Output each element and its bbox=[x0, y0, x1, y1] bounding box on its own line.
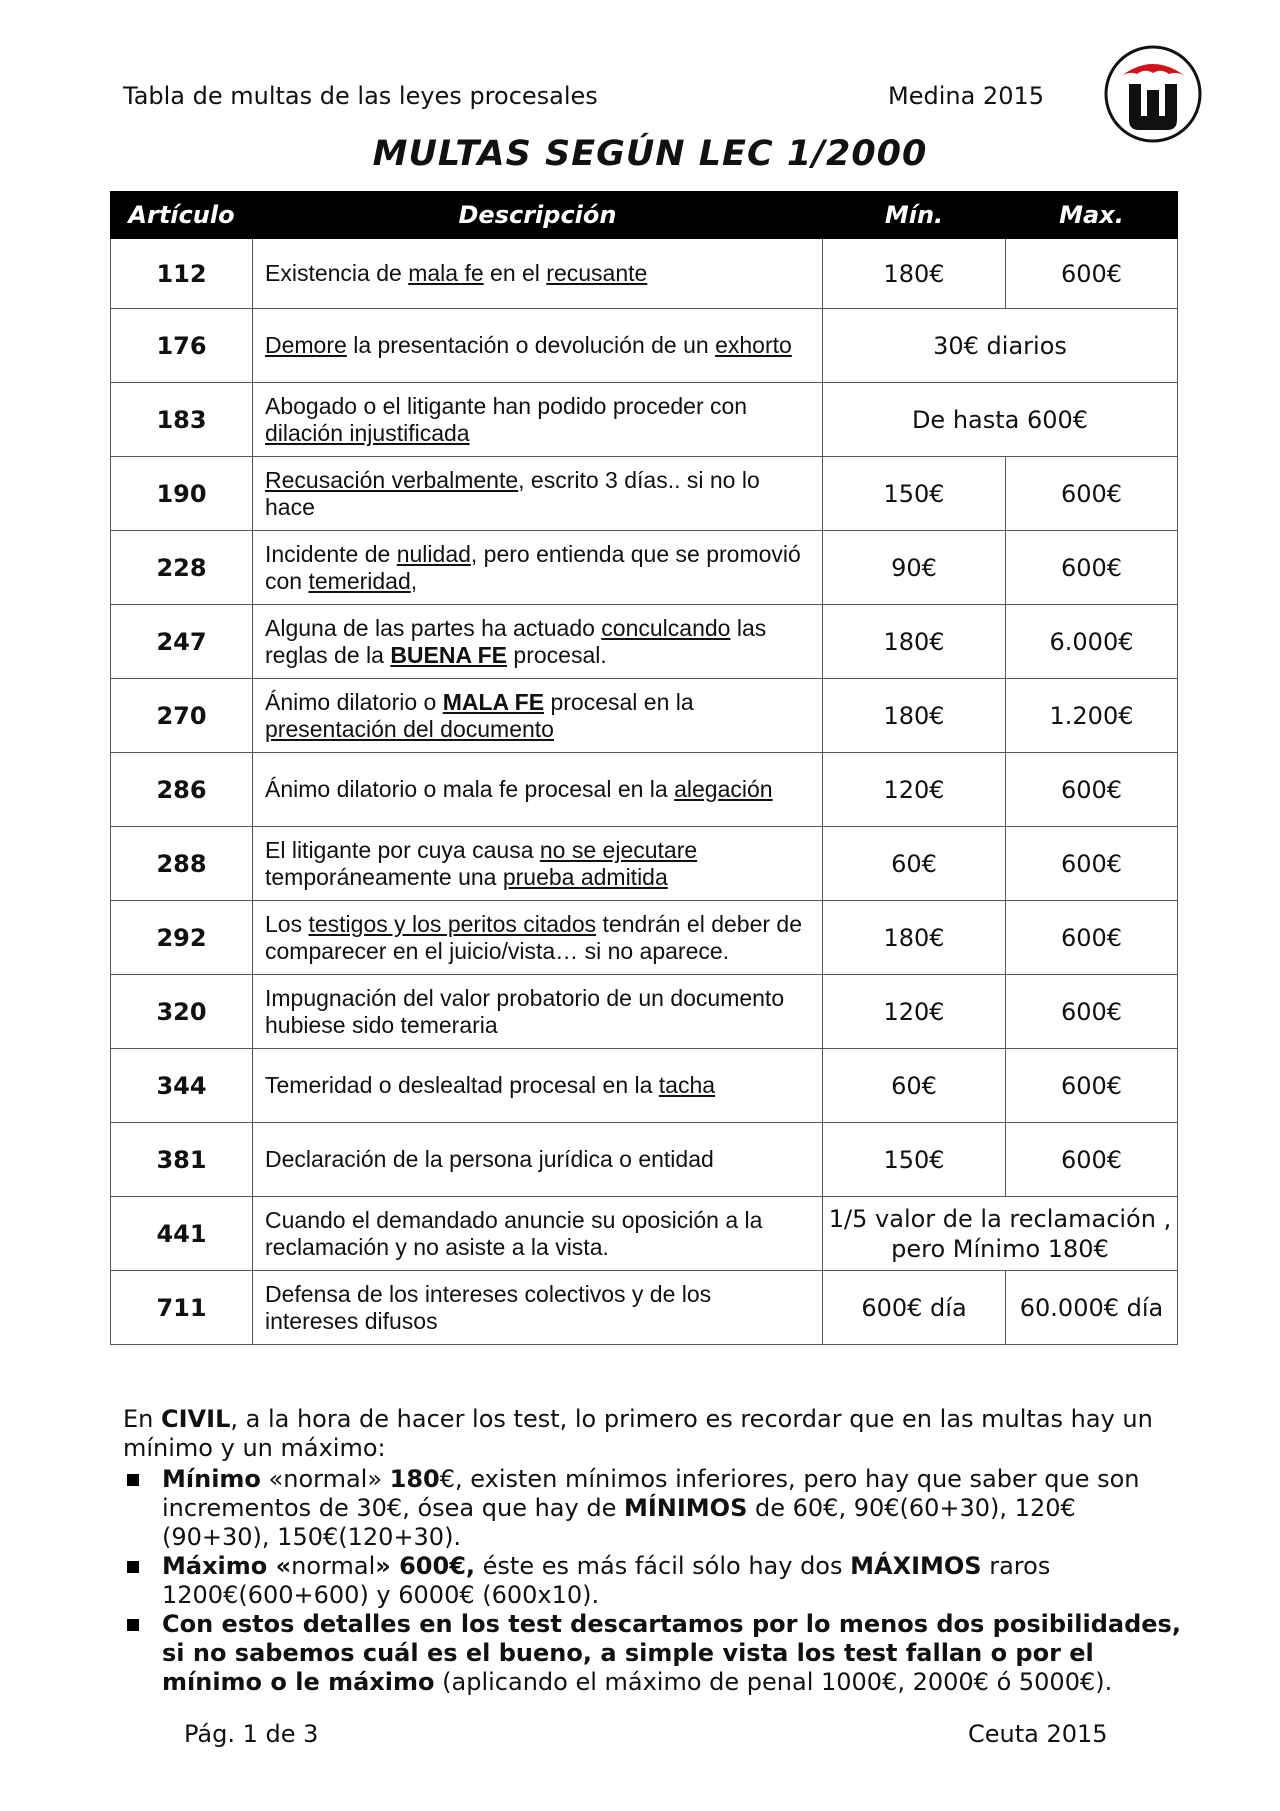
text-run: Temeridad o deslealtad procesal en la bbox=[265, 1072, 659, 1098]
cell-max: 1.200€ bbox=[1006, 679, 1178, 753]
cell-max: 600€ bbox=[1006, 531, 1178, 605]
cell-descripcion bbox=[253, 827, 823, 901]
notes bbox=[123, 1405, 1183, 1697]
cell-max: 60.000€ día bbox=[1006, 1271, 1178, 1345]
text-run: normal bbox=[291, 1552, 376, 1580]
text-run: Abogado o el litigante han podido proceder con bbox=[265, 392, 748, 419]
list-item bbox=[123, 1610, 1183, 1697]
cell-articulo: 292 bbox=[111, 901, 253, 975]
cell-articulo: 270 bbox=[111, 679, 253, 753]
cell-descripcion bbox=[253, 1049, 823, 1123]
text-run: CIVIL bbox=[161, 1405, 231, 1433]
notes-list bbox=[123, 1465, 1183, 1697]
cell-min: 120€ bbox=[823, 975, 1006, 1049]
bullet-square-icon bbox=[127, 1474, 139, 1486]
text-run: procesal en la bbox=[544, 688, 694, 715]
header-max: Max. bbox=[1006, 192, 1178, 239]
table-row bbox=[111, 1271, 1178, 1345]
text-run: Alguna de las partes ha actuado bbox=[265, 614, 602, 641]
cell-descripcion bbox=[253, 239, 823, 309]
text-run: presentación del documento bbox=[265, 715, 554, 742]
list-item bbox=[123, 1465, 1183, 1552]
text-run: MÍNIMOS bbox=[623, 1494, 748, 1522]
cell-max: 600€ bbox=[1006, 753, 1178, 827]
text-run: en el bbox=[483, 260, 547, 286]
cell-min: 120€ bbox=[823, 753, 1006, 827]
text-run: éste es más fácil sólo hay dos bbox=[475, 1552, 851, 1580]
cell-min: 180€ bbox=[823, 239, 1006, 309]
cell-min: 60€ bbox=[823, 827, 1006, 901]
text-run: testigos y los peritos citados bbox=[308, 910, 597, 937]
cell-articulo: 228 bbox=[111, 531, 253, 605]
text-run: Declaración de la persona jurídica o entidad bbox=[265, 1146, 714, 1172]
cell-min: 150€ bbox=[823, 457, 1006, 531]
list-item bbox=[123, 1552, 1183, 1610]
header-min: Mín. bbox=[823, 192, 1006, 239]
cell-min: 90€ bbox=[823, 531, 1006, 605]
text-run: Impugnación del valor probatorio de un documento hubiese sido temeraria bbox=[265, 984, 785, 1038]
logo bbox=[1103, 44, 1203, 144]
text-run: , escrito 3 días.. si no lo hace bbox=[265, 466, 760, 520]
text-run: tendrán el deber de comparecer en el juicio/vista… si no aparece. bbox=[265, 910, 803, 964]
table-row bbox=[111, 827, 1178, 901]
cell-articulo: 247 bbox=[111, 605, 253, 679]
text-run: Los bbox=[265, 910, 309, 937]
text-run: MALA FE bbox=[442, 688, 545, 715]
text-run: «normal» bbox=[260, 1465, 390, 1493]
footer-place: Ceuta 2015 bbox=[968, 1720, 1108, 1748]
text-run: Máximo « bbox=[162, 1552, 292, 1580]
text-run: BUENA FE bbox=[390, 641, 508, 668]
footer-page: Pág. 1 de 3 bbox=[184, 1720, 319, 1748]
text-run: €, existen mínimos inferiores, pero hay que saber que son incrementos de 30€, ósea que hay de bbox=[162, 1465, 1140, 1522]
header-title: Tabla de multas de las leyes procesales bbox=[123, 82, 598, 110]
text-run: Cuando el demandado anuncie su oposición a la reclamación y no asiste a la vista. bbox=[265, 1206, 763, 1260]
logo-letter-mark bbox=[1129, 84, 1177, 130]
text-run: MÁXIMOS bbox=[850, 1552, 982, 1580]
text-run: Mínimo bbox=[162, 1465, 261, 1493]
cell-articulo: 112 bbox=[111, 239, 253, 309]
cell-descripcion bbox=[253, 753, 823, 827]
cell-max: 600€ bbox=[1006, 1123, 1178, 1197]
text-run: , pero entienda que se promovió con bbox=[265, 540, 801, 594]
cell-articulo: 344 bbox=[111, 1049, 253, 1123]
table-row bbox=[111, 531, 1178, 605]
bullet-square-icon bbox=[127, 1619, 139, 1631]
text-run: , bbox=[410, 567, 418, 594]
text-run: mala fe bbox=[408, 260, 484, 286]
cell-max: 600€ bbox=[1006, 239, 1178, 309]
cell-descripcion bbox=[253, 383, 823, 457]
cell-descripcion bbox=[253, 457, 823, 531]
table-row bbox=[111, 975, 1178, 1049]
cell-descripcion bbox=[253, 605, 823, 679]
cell-articulo: 183 bbox=[111, 383, 253, 457]
cell-min: 180€ bbox=[823, 679, 1006, 753]
table-row bbox=[111, 309, 1178, 383]
text-run: prueba admitida bbox=[502, 863, 668, 890]
cell-descripcion bbox=[253, 1271, 823, 1345]
cell-descripcion bbox=[253, 975, 823, 1049]
text-run: » 600€, bbox=[375, 1552, 476, 1580]
table-row bbox=[111, 1197, 1178, 1271]
header-articulo: Artículo bbox=[111, 192, 253, 239]
text-run: Defensa de los intereses colectivos y de los intereses difusos bbox=[265, 1280, 712, 1334]
text-run: nulidad bbox=[396, 540, 471, 567]
cell-articulo: 176 bbox=[111, 309, 253, 383]
text-run: tacha bbox=[658, 1072, 716, 1098]
cell-max: 600€ bbox=[1006, 827, 1178, 901]
cell-descripcion bbox=[253, 679, 823, 753]
text-run: Recusación verbalmente bbox=[265, 466, 519, 493]
fines-table bbox=[110, 191, 1178, 1345]
text-run: Existencia de bbox=[265, 260, 409, 286]
cell-min: 180€ bbox=[823, 901, 1006, 975]
text-run: exhorto bbox=[715, 332, 792, 358]
cell-max: 600€ bbox=[1006, 457, 1178, 531]
table-row bbox=[111, 679, 1178, 753]
cell-articulo: 381 bbox=[111, 1123, 253, 1197]
notes-intro bbox=[123, 1405, 1183, 1463]
cell-min: 180€ bbox=[823, 605, 1006, 679]
cell-articulo: 190 bbox=[111, 457, 253, 531]
bullet-square-icon bbox=[127, 1561, 139, 1573]
text-run: Ánimo dilatorio o bbox=[265, 688, 443, 715]
table-row bbox=[111, 1123, 1178, 1197]
text-run: Con estos detalles en los test descartamos por lo menos dos posibilidades, si no sabemos cuál es el bueno, a simple vista los test fallan o por el mínimo o le máximo bbox=[162, 1610, 1181, 1696]
text-run: Ánimo dilatorio o mala fe procesal en la bbox=[265, 776, 675, 802]
table-row bbox=[111, 457, 1178, 531]
cell-articulo: 711 bbox=[111, 1271, 253, 1345]
cell-min-max: De hasta 600€ bbox=[823, 383, 1178, 457]
text-run: raros 1200€(600+600) y 6000€ (600x10). bbox=[162, 1552, 1051, 1609]
page-title: MULTAS SEGÚN LEC 1/2000 bbox=[372, 134, 928, 174]
cell-min-max: 1/5 valor de la reclamación , pero Mínimo 180€ bbox=[823, 1197, 1178, 1271]
text-run: no se ejecutare bbox=[539, 836, 698, 863]
table-row bbox=[111, 1049, 1178, 1123]
cell-articulo: 286 bbox=[111, 753, 253, 827]
cell-descripcion bbox=[253, 309, 823, 383]
text-run: procesal. bbox=[507, 641, 607, 668]
cell-descripcion bbox=[253, 1197, 823, 1271]
text-run: 180 bbox=[389, 1465, 440, 1493]
text-run: recusante bbox=[546, 260, 648, 286]
table-row bbox=[111, 753, 1178, 827]
table-row bbox=[111, 383, 1178, 457]
cell-min: 600€ día bbox=[823, 1271, 1006, 1345]
cell-max: 6.000€ bbox=[1006, 605, 1178, 679]
cell-articulo: 441 bbox=[111, 1197, 253, 1271]
text-run: la presentación o devolución de un bbox=[346, 332, 716, 358]
text-run: dilación injustificada bbox=[265, 419, 470, 446]
text-run: conculcando bbox=[601, 614, 731, 641]
table-body bbox=[111, 239, 1178, 1345]
cell-descripcion bbox=[253, 1123, 823, 1197]
text-run: Demore bbox=[265, 332, 347, 358]
cell-min: 150€ bbox=[823, 1123, 1006, 1197]
cell-max: 600€ bbox=[1006, 975, 1178, 1049]
cell-min-max: 30€ diarios bbox=[823, 309, 1178, 383]
cell-max: 600€ bbox=[1006, 901, 1178, 975]
text-run: (aplicando el máximo de penal 1000€, 2000€ ó 5000€). bbox=[434, 1668, 1113, 1696]
cell-articulo: 288 bbox=[111, 827, 253, 901]
cell-min: 60€ bbox=[823, 1049, 1006, 1123]
text-run: El litigante por cuya causa bbox=[265, 836, 540, 863]
table-row bbox=[111, 901, 1178, 975]
cell-descripcion bbox=[253, 901, 823, 975]
text-run: En bbox=[123, 1405, 162, 1433]
cell-articulo: 320 bbox=[111, 975, 253, 1049]
text-run: temporáneamente una bbox=[265, 863, 503, 890]
table-header-row bbox=[111, 192, 1178, 239]
text-run: temeridad bbox=[308, 567, 411, 594]
cell-descripcion bbox=[253, 531, 823, 605]
text-run: las reglas de la bbox=[265, 614, 767, 668]
text-run: Incidente de bbox=[265, 540, 397, 567]
text-run: , a la hora de hacer los test, lo primero es recordar que en las multas hay un mínimo y un máximo: bbox=[123, 1405, 1153, 1462]
text-run: de 60€, 90€(60+30), 120€ (90+30), 150€(120+30). bbox=[162, 1494, 1076, 1551]
table-row bbox=[111, 239, 1178, 309]
header-date: Medina 2015 bbox=[888, 82, 1044, 110]
table-row bbox=[111, 605, 1178, 679]
text-run: alegación bbox=[674, 776, 773, 802]
header-descripcion: Descripción bbox=[253, 192, 823, 239]
cell-max: 600€ bbox=[1006, 1049, 1178, 1123]
